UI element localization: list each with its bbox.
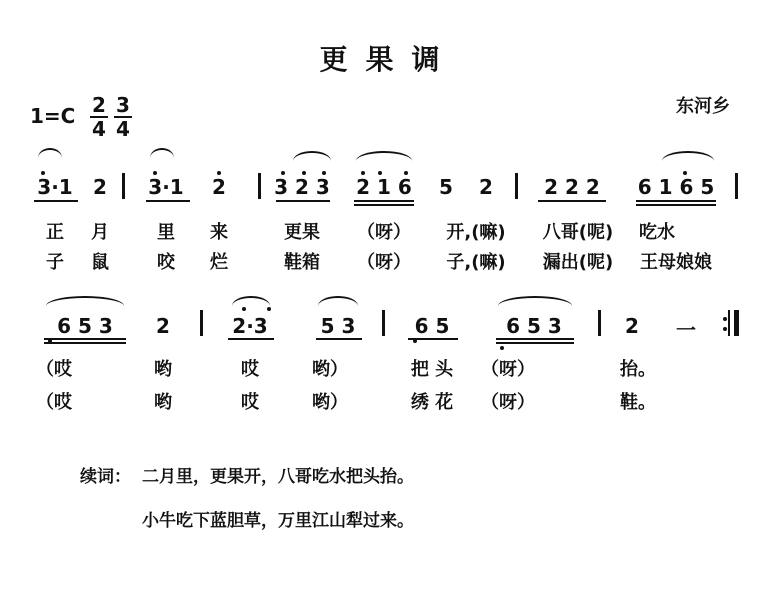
bar-line — [382, 310, 385, 336]
lyric-syllable: 鞋。 — [620, 392, 656, 413]
lyric-syllable: （呀） — [357, 222, 411, 243]
lyric-syllable: （哎 — [36, 359, 72, 380]
lyric-syllable: 哟 — [154, 392, 172, 413]
note-group: 6 5 3 — [57, 314, 113, 338]
lyric-syllable: 吃水 — [639, 222, 675, 243]
lyric-syllable: 八哥(呢) — [542, 222, 614, 243]
notation-system-2 — [0, 290, 777, 350]
note: 2 — [479, 175, 493, 199]
lyric-syllable: 正 — [46, 222, 64, 243]
lyric-syllable: （呀） — [357, 252, 411, 273]
note: 2 — [156, 314, 170, 338]
note-group: 3 2 3 — [274, 175, 330, 199]
notation-system-1 — [0, 145, 777, 205]
bar-line — [258, 173, 261, 199]
lyric-syllable: 绣 花 — [410, 392, 454, 413]
note-group: 5 3 — [320, 314, 356, 338]
lyric-syllable: 烂 — [210, 252, 228, 273]
meter-denominator: 4 — [116, 117, 130, 141]
note-group: 3·1 — [37, 175, 73, 199]
continuation-label: 续词： — [80, 467, 131, 487]
lyric-syllable: 哎 — [241, 359, 259, 380]
lyric-syllable: 哟） — [312, 392, 348, 413]
bar-line — [735, 173, 738, 199]
lyric-syllable: 月 — [91, 222, 109, 243]
sustain-dash: 一 — [676, 318, 696, 342]
lyric-syllable: 来 — [210, 222, 228, 243]
lyric-syllable: 漏出(呢) — [542, 252, 614, 273]
lyric-syllable: 开,(嘛) — [446, 222, 506, 243]
bar-line — [515, 173, 518, 199]
time-signature-3-4 — [114, 95, 132, 139]
lyric-syllable: 哟 — [154, 359, 172, 380]
lyric-syllable: （呀） — [481, 359, 535, 380]
lyric-syllable: 王母娘娘 — [640, 252, 712, 273]
lyric-syllable: 子,(嘛) — [446, 252, 506, 273]
lyric-syllable: 把 头 — [410, 359, 454, 380]
lyric-syllable: 鞋箱 — [284, 252, 320, 273]
continuation-line-2: 小牛吃下蓝胆草，万里江山犁过来。 — [142, 511, 414, 531]
lyric-syllable: （呀） — [481, 392, 535, 413]
lyric-syllable: 子 — [46, 252, 64, 273]
final-barline-thin — [728, 310, 730, 336]
note-group: 6 1 6 5 — [637, 175, 715, 199]
lyric-syllable: 咬 — [157, 252, 175, 273]
bar-line — [200, 310, 203, 336]
note: 2 — [625, 314, 639, 338]
note-group: 2·3 — [232, 314, 268, 338]
note: 5 — [439, 175, 453, 199]
note: 2 — [93, 175, 107, 199]
lyric-syllable: 鼠 — [91, 252, 109, 273]
bar-line — [598, 310, 601, 336]
key-signature: 1=C — [30, 104, 76, 128]
note-group: 6 5 3 — [506, 314, 562, 338]
continuation-line-1: 二月里，更果开，八哥吃水把头抬。 — [142, 467, 414, 487]
lyric-syllable: 抬。 — [620, 359, 656, 380]
song-origin: 东河乡 — [676, 96, 730, 117]
meter-numerator: 2 — [92, 93, 106, 117]
lyric-syllable: 哟） — [312, 359, 348, 380]
note-group: 3·1 — [148, 175, 184, 199]
note-group: 2 1 6 — [356, 175, 412, 199]
bar-line — [122, 173, 125, 199]
lyric-syllable: 哎 — [241, 392, 259, 413]
time-signature-2-4 — [90, 95, 108, 139]
meter-numerator: 3 — [116, 93, 130, 117]
lyric-syllable: 里 — [157, 222, 175, 243]
note: 2 — [212, 175, 226, 199]
song-title: 更果调 — [319, 43, 458, 76]
lyric-syllable: （哎 — [36, 392, 72, 413]
note-group: 2 2 2 — [544, 175, 600, 199]
final-barline-thick — [734, 310, 739, 336]
meter-denominator: 4 — [92, 117, 106, 141]
lyric-syllable: 更果 — [284, 222, 320, 243]
note-group: 6 5 — [414, 314, 450, 338]
